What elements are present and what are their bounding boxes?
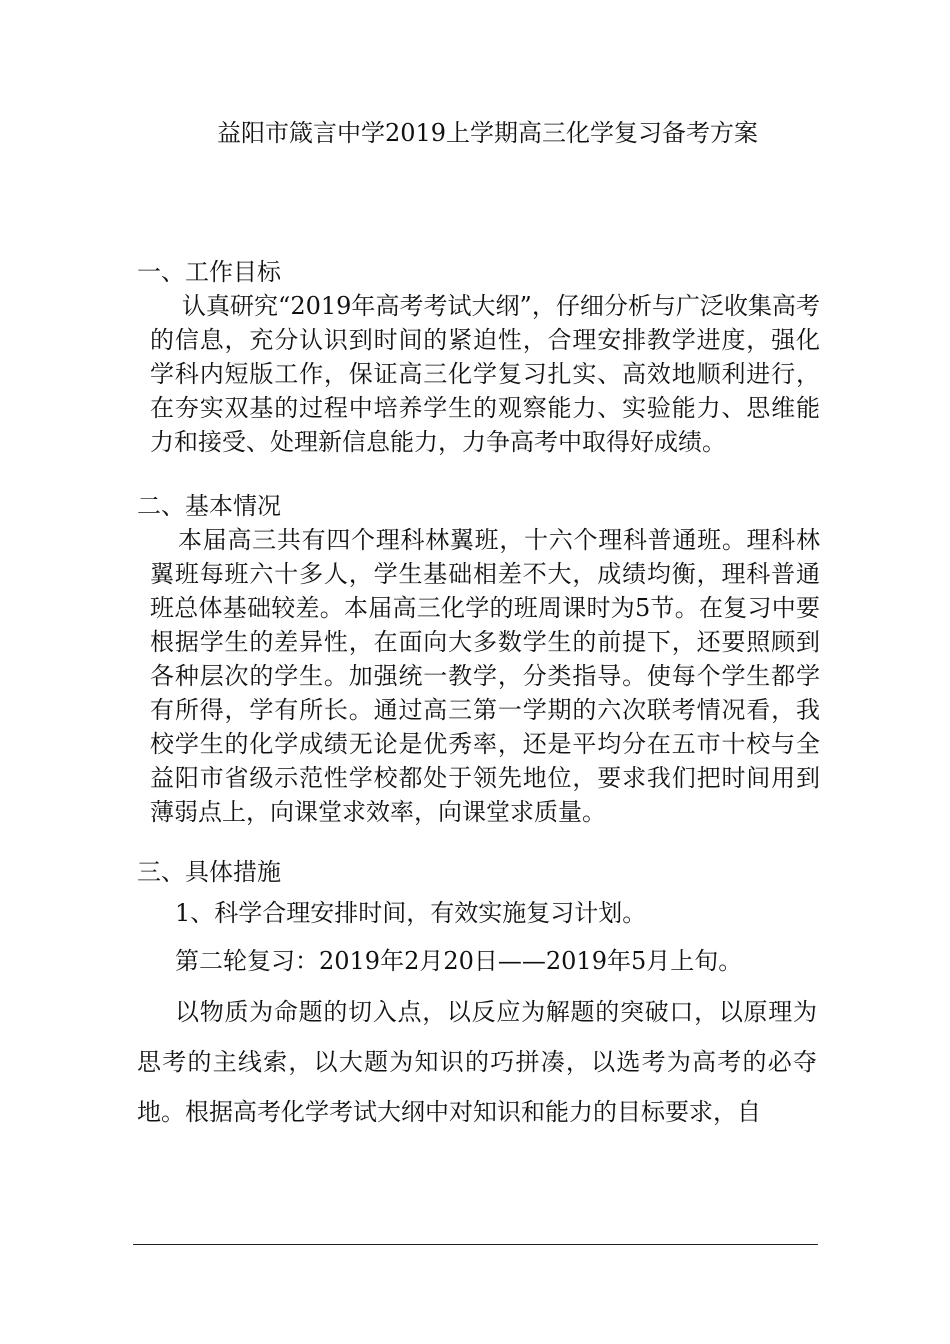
review-schedule: 第二轮复习：2019年2月20日——2019年5月上旬。: [175, 947, 743, 975]
footer-rule: [133, 1244, 818, 1245]
section-paragraph-review-strategy: 以物质为命题的切入点，以反应为解题的突破口，以原理为思考的主线索，以大题为知识的巧拼凑，以选考为高考的必夺地。根据高考化学考试大纲中对知识和能力的目标要求，自: [137, 998, 817, 1126]
section-paragraph-basic-situation: 本届高三共有四个理科林翼班，十六个理科普通班。理科林翼班每班六十多人，学生基础相差不大，成绩均衡，理科普通班总体基础较差。本届高三化学的班周课时为5节。在复习中要根据学生的差异性，在面向大多数学生的前提下，还要照顾到各种层次的学生。加强统一教学，分类指导。使每个学生都学有所得，学有所长。通过高三第一学期的六次联考情况看，我校学生的化学成绩无论是优秀率，还是平均分在五市十校与全益阳市省级示范性学校都处于领先地位，要求我们把时间用到薄弱点上，向课堂求效率，向课堂求质量。: [150, 526, 820, 826]
section-heading-work-goals: 一、工作目标: [137, 258, 281, 286]
section-heading-specific-measures: 三、具体措施: [137, 858, 281, 886]
section-heading-basic-situation: 二、基本情况: [137, 492, 281, 520]
document-title: 益阳市箴言中学2019上学期高三化学复习备考方案: [216, 119, 759, 147]
measure-item-1: 1、科学合理安排时间，有效实施复习计划。: [175, 899, 647, 927]
section-paragraph-work-goals: 认真研究“2019年高考考试大纲”，仔细分析与广泛收集高考的信息，充分认识到时间的紧迫性，合理安排教学进度，强化学科内短版工作，保证高三化学复习扎实、高效地顺利进行，在夯实双基的过程中培养学生的观察能力、实验能力、思维能力和接受、处理新信息能力，力争高考中取得好成绩。: [150, 292, 820, 456]
